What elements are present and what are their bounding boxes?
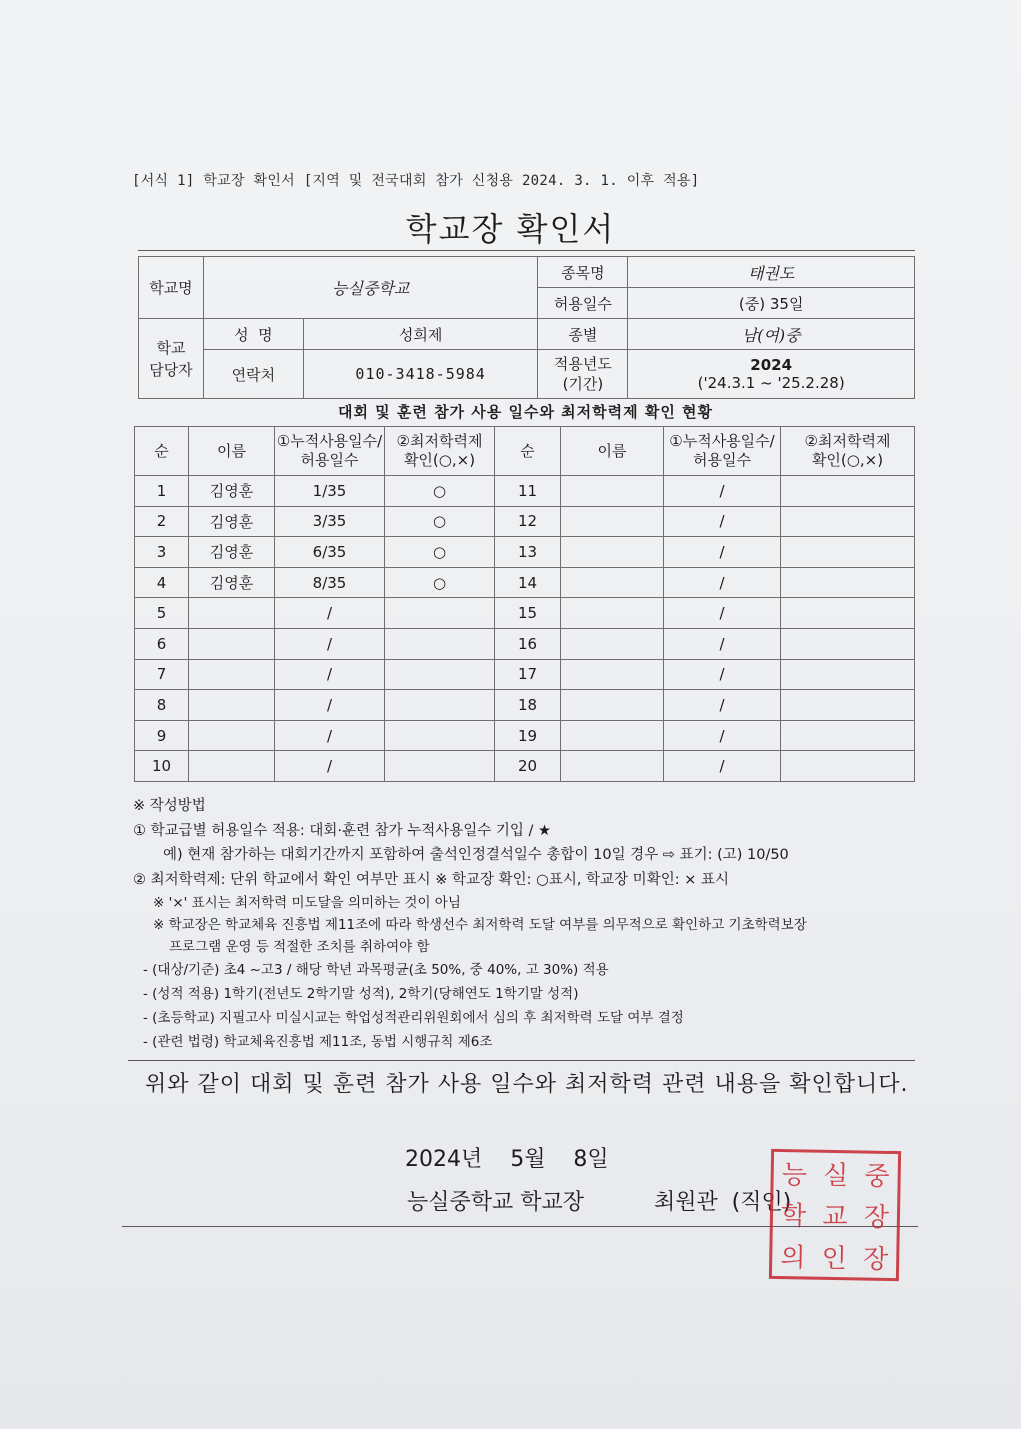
row-no: 6 (135, 628, 189, 659)
col-academic: ②최저학력제 확인(○,×) (385, 427, 495, 476)
name-label: 성 명 (203, 319, 303, 350)
row-name: 김영훈 (189, 506, 275, 537)
row-days: / (664, 628, 781, 659)
allowed-days-label: 허용일수 (538, 288, 628, 319)
status-banner: 대회 및 훈련 참가 사용 일수와 최저학력제 확인 현황 (337, 403, 714, 421)
row-name (189, 598, 275, 629)
col-no: 순 (135, 427, 189, 476)
allowed-days-value: (중) 35일 (628, 288, 915, 319)
row-check (781, 659, 915, 690)
note-2-sub-1: ※ '×' 표시는 최저학력 미도달을 의미하는 것이 아님 (153, 895, 461, 911)
row-check (385, 598, 495, 629)
row-check (781, 537, 915, 568)
col-days: ①누적사용일수/ 허용일수 (664, 427, 781, 476)
row-name (189, 720, 275, 751)
note-dash-1: - (대상/기준) 초4 ~고3 / 해당 학년 과목평균(초 50%, 중 40%, 고 30%) 적용 (143, 962, 609, 978)
row-check: ○ (385, 567, 495, 598)
contact-label: 연락처 (203, 350, 303, 399)
signature-line: 능실중학교 학교장 최원관 (직인) (407, 1190, 792, 1215)
row-days: / (664, 659, 781, 690)
table-header-row (135, 427, 915, 476)
school-label: 학교명 (139, 257, 204, 319)
row-no: 13 (495, 537, 561, 568)
row-name (189, 659, 275, 690)
row-no: 8 (135, 690, 189, 721)
row-check (385, 659, 495, 690)
event-label: 종목명 (538, 257, 628, 288)
row-days: / (275, 598, 385, 629)
row-days: / (275, 751, 385, 782)
row-no: 11 (495, 476, 561, 507)
school-value: 능실중학교 (203, 257, 538, 319)
divider (128, 1060, 915, 1061)
row-days: / (275, 690, 385, 721)
row-name (561, 598, 664, 629)
year-value: 2024 (750, 356, 793, 374)
row-days: / (664, 567, 781, 598)
row-name (561, 567, 664, 598)
table-row (135, 720, 915, 751)
row-check (781, 751, 915, 782)
table-row (135, 598, 915, 629)
gender-label: 종별 (538, 319, 628, 350)
note-dash-3: - (초등학교) 지필고사 미실시교는 학업성적관리위원회에서 심의 후 최저학력 도달 여부 결정 (143, 1010, 684, 1026)
row-name: 김영훈 (189, 476, 275, 507)
seal-glyph: 교 (822, 1202, 848, 1233)
seal-glyph: 장 (862, 1244, 889, 1275)
note-dash-4: - (관련 법령) 학교체육진흥법 제11조, 동법 시행규칙 제6조 (143, 1034, 493, 1050)
seal-glyph: 중 (864, 1161, 890, 1193)
row-no: 18 (495, 690, 561, 721)
row-days: / (275, 628, 385, 659)
row-name (561, 751, 664, 782)
instructions (133, 794, 923, 1054)
manager-label: 학교 담당자 (139, 319, 204, 399)
row-name (561, 537, 664, 568)
col-days: ①누적사용일수/ 허용일수 (275, 427, 385, 476)
row-no: 15 (495, 598, 561, 629)
row-days: 6/35 (275, 537, 385, 568)
table-row (135, 537, 915, 568)
table-row (135, 659, 915, 690)
row-no: 9 (135, 720, 189, 751)
year-label: 적용년도 (기간) (538, 350, 628, 399)
seal-glyph: 실 (822, 1160, 849, 1192)
row-no: 19 (495, 720, 561, 751)
row-no: 10 (135, 751, 189, 782)
row-check (781, 476, 915, 507)
row-days: / (664, 720, 781, 751)
form-tag: [서식 1] 학교장 확인서 [지역 및 전국대회 참가 신청용 2024. 3. 1. 이후 적용] (132, 173, 700, 189)
row-name (189, 751, 275, 782)
row-days: / (664, 476, 781, 507)
row-days: 3/35 (275, 506, 385, 537)
year-cell (628, 350, 915, 399)
row-name (561, 690, 664, 721)
event-value: 태권도 (628, 257, 915, 288)
row-no: 17 (495, 659, 561, 690)
records-table (134, 426, 915, 782)
contact-value: 010-3418-5984 (303, 350, 538, 399)
row-no: 3 (135, 537, 189, 568)
row-no: 14 (495, 567, 561, 598)
page-title: 학교장 확인서 (405, 210, 616, 248)
row-check (385, 690, 495, 721)
row-check: ○ (385, 506, 495, 537)
row-check (781, 506, 915, 537)
row-no: 4 (135, 567, 189, 598)
col-name: 이름 (561, 427, 664, 476)
table-row (135, 567, 915, 598)
row-check (781, 567, 915, 598)
row-days: 1/35 (275, 476, 385, 507)
row-name (561, 506, 664, 537)
row-no: 5 (135, 598, 189, 629)
seal-glyph: 장 (863, 1202, 890, 1234)
row-name (561, 628, 664, 659)
year-period: ('24.3.1 ~ '25.2.28) (697, 374, 845, 392)
row-days: / (664, 506, 781, 537)
table-row (135, 628, 915, 659)
row-check (781, 628, 915, 659)
row-name (561, 659, 664, 690)
table-row (135, 690, 915, 721)
row-name (189, 690, 275, 721)
row-name: 김영훈 (189, 537, 275, 568)
note-1: ① 학교급별 허용일수 적용: 대회·훈련 참가 누적사용일수 기입 / ★ (133, 822, 552, 839)
row-check (781, 598, 915, 629)
row-days: / (664, 751, 781, 782)
seal-glyph: 인 (821, 1243, 848, 1275)
note-dash-2: - (성적 적용) 1학기(전년도 2학기말 성적), 2학기(당해연도 1학기말 성적) (143, 986, 579, 1002)
row-days: / (664, 690, 781, 721)
row-check (385, 720, 495, 751)
note-1-example: 예) 현재 참가하는 대회기간까지 포함하여 출석인정결석일수 총합이 10일 경우 ⇨ 표기: (고) 10/50 (163, 847, 789, 863)
table-body (135, 476, 915, 782)
table-row (135, 476, 915, 507)
table-row (135, 751, 915, 782)
row-check (385, 628, 495, 659)
name-value: 성희제 (303, 319, 538, 350)
row-days: / (664, 598, 781, 629)
row-name (561, 720, 664, 751)
seal-glyph: 능 (781, 1160, 808, 1191)
row-no: 16 (495, 628, 561, 659)
table-row (135, 506, 915, 537)
seal-glyph: 의 (780, 1242, 806, 1274)
col-no: 순 (495, 427, 561, 476)
note-2-sub-2: ※ 학교장은 학교체육 진흥법 제11조에 따라 학생선수 최저학력 도달 여부를 의무적으로 확인하고 기초학력보장 (153, 917, 807, 933)
row-days: / (275, 720, 385, 751)
row-name: 김영훈 (189, 567, 275, 598)
row-no: 12 (495, 506, 561, 537)
row-no: 7 (135, 659, 189, 690)
row-no: 2 (135, 506, 189, 537)
confirmation-text: 위와 같이 대회 및 훈련 참가 사용 일수와 최저학력 관련 내용을 확인합니다. (145, 1072, 909, 1097)
official-seal (769, 1149, 901, 1281)
row-days: 8/35 (275, 567, 385, 598)
row-days: / (275, 659, 385, 690)
row-name (561, 476, 664, 507)
row-name (189, 628, 275, 659)
header-table (138, 256, 915, 399)
row-check (781, 690, 915, 721)
row-check: ○ (385, 476, 495, 507)
col-name: 이름 (189, 427, 275, 476)
row-no: 1 (135, 476, 189, 507)
row-check: ○ (385, 537, 495, 568)
row-no: 20 (495, 751, 561, 782)
gender-value: 남(여)중 (628, 319, 915, 350)
row-check (385, 751, 495, 782)
divider (138, 250, 915, 251)
row-check (781, 720, 915, 751)
notes-heading: ※ 작성방법 (133, 798, 206, 814)
col-academic: ②최저학력제 확인(○,×) (781, 427, 915, 476)
note-2-sub-2b: 프로그램 운영 등 적절한 조치를 취하여야 함 (169, 939, 430, 955)
row-days: / (664, 537, 781, 568)
note-2: ② 최저학력제: 단위 학교에서 확인 여부만 표시 ※ 학교장 확인: ○표시, 학교장 미확인: × 표시 (133, 871, 729, 888)
issue-date: 2024년 5월 8일 (405, 1147, 609, 1172)
seal-glyph: 학 (780, 1201, 807, 1232)
